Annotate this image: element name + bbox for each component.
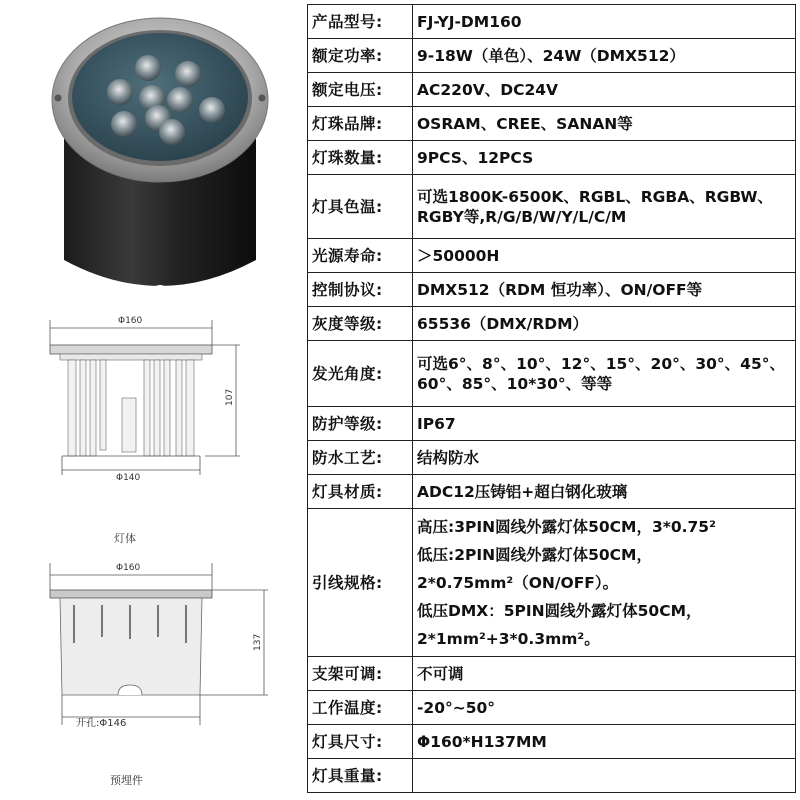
spec-value (413, 759, 796, 793)
embed-hole-caption: 开孔:Φ146 (76, 718, 127, 729)
spec-row (308, 759, 796, 793)
spec-value-line: 2*0.75mm²（ON/OFF）。 (417, 573, 619, 592)
spec-value: IP67 (413, 407, 796, 441)
spec-label: 额定功率: (308, 39, 413, 73)
spec-label: 灯具材质: (308, 475, 413, 509)
dim-body-bottom: Φ140 (116, 473, 141, 483)
spec-value: ＞50000H (413, 239, 796, 273)
spec-label: 灯珠数量: (308, 141, 413, 175)
spec-row (308, 141, 796, 175)
spec-row (308, 307, 796, 341)
spec-label: 引线规格: (308, 509, 413, 657)
spec-value: 可选6°、8°、10°、12°、15°、20°、30°、45°、60°、85°、10*30°、等等 (413, 341, 796, 407)
spec-label: 工作温度: (308, 691, 413, 725)
body-caption: 灯体 (114, 532, 136, 545)
spec-label: 灯具重量: (308, 759, 413, 793)
spec-value: AC220V、DC24V (413, 73, 796, 107)
product-illustrations (0, 0, 307, 800)
spec-value: ADC12压铸铝+超白钢化玻璃 (413, 475, 796, 509)
spec-value: FJ-YJ-DM160 (413, 5, 796, 39)
spec-value: 结构防水 (413, 441, 796, 475)
embed-drawing (0, 555, 307, 730)
spec-label: 支架可调: (308, 657, 413, 691)
spec-value: Φ160*H137MM (413, 725, 796, 759)
spec-value (413, 509, 796, 657)
spec-value: DMX512（RDM 恒功率）、ON/OFF等 (413, 273, 796, 307)
spec-row (308, 73, 796, 107)
body-drawing (0, 310, 307, 500)
spec-label: 防水工艺: (308, 441, 413, 475)
spec-row (308, 475, 796, 509)
spec-label: 灯具色温: (308, 175, 413, 239)
spec-row (308, 107, 796, 141)
spec-row (308, 657, 796, 691)
spec-row (308, 691, 796, 725)
spec-value: 9PCS、12PCS (413, 141, 796, 175)
spec-value: OSRAM、CREE、SANAN等 (413, 107, 796, 141)
spec-value-line: 低压DMX：5PIN圆线外露灯体50CM， (417, 601, 702, 620)
spec-value: 65536（DMX/RDM） (413, 307, 796, 341)
spec-row (308, 5, 796, 39)
spec-row (308, 725, 796, 759)
spec-value: -20°~50° (413, 691, 796, 725)
spec-label: 灯具尺寸: (308, 725, 413, 759)
spec-row (308, 273, 796, 307)
spec-value: 9-18W（单色）、24W（DMX512） (413, 39, 796, 73)
spec-label: 光源寿命: (308, 239, 413, 273)
spec-label: 防护等级: (308, 407, 413, 441)
spec-row (308, 407, 796, 441)
spec-label: 产品型号: (308, 5, 413, 39)
spec-value: 不可调 (413, 657, 796, 691)
spec-row (308, 441, 796, 475)
dim-body-height: 107 (225, 388, 235, 406)
spec-row (308, 239, 796, 273)
spec-value-line: 2*1mm²+3*0.3mm²。 (417, 629, 600, 648)
spec-row (308, 39, 796, 73)
spec-label: 灰度等级: (308, 307, 413, 341)
spec-value: 可选1800K-6500K、RGBL、RGBA、RGBW、RGBY等,R/G/B/W/Y/L/C/M (413, 175, 796, 239)
spec-label: 灯珠品牌: (308, 107, 413, 141)
product-photo (0, 0, 307, 310)
spec-label: 发光角度: (308, 341, 413, 407)
embed-caption: 预埋件 (110, 774, 143, 787)
spec-row (308, 341, 796, 407)
spec-row (308, 509, 796, 657)
spec-row (308, 175, 796, 239)
spec-value-line: 高压:3PIN圆线外露灯体50CM，3*0.75² (417, 517, 716, 536)
spec-value-line: 低压:2PIN圆线外露灯体50CM， (417, 545, 652, 564)
dim-embed-height: 137 (253, 633, 263, 651)
dim-top-diameter: Φ160 (118, 316, 143, 326)
spec-label: 控制协议: (308, 273, 413, 307)
spec-label: 额定电压: (308, 73, 413, 107)
dim-embed-diameter: Φ160 (116, 563, 141, 573)
spec-table (307, 4, 796, 793)
